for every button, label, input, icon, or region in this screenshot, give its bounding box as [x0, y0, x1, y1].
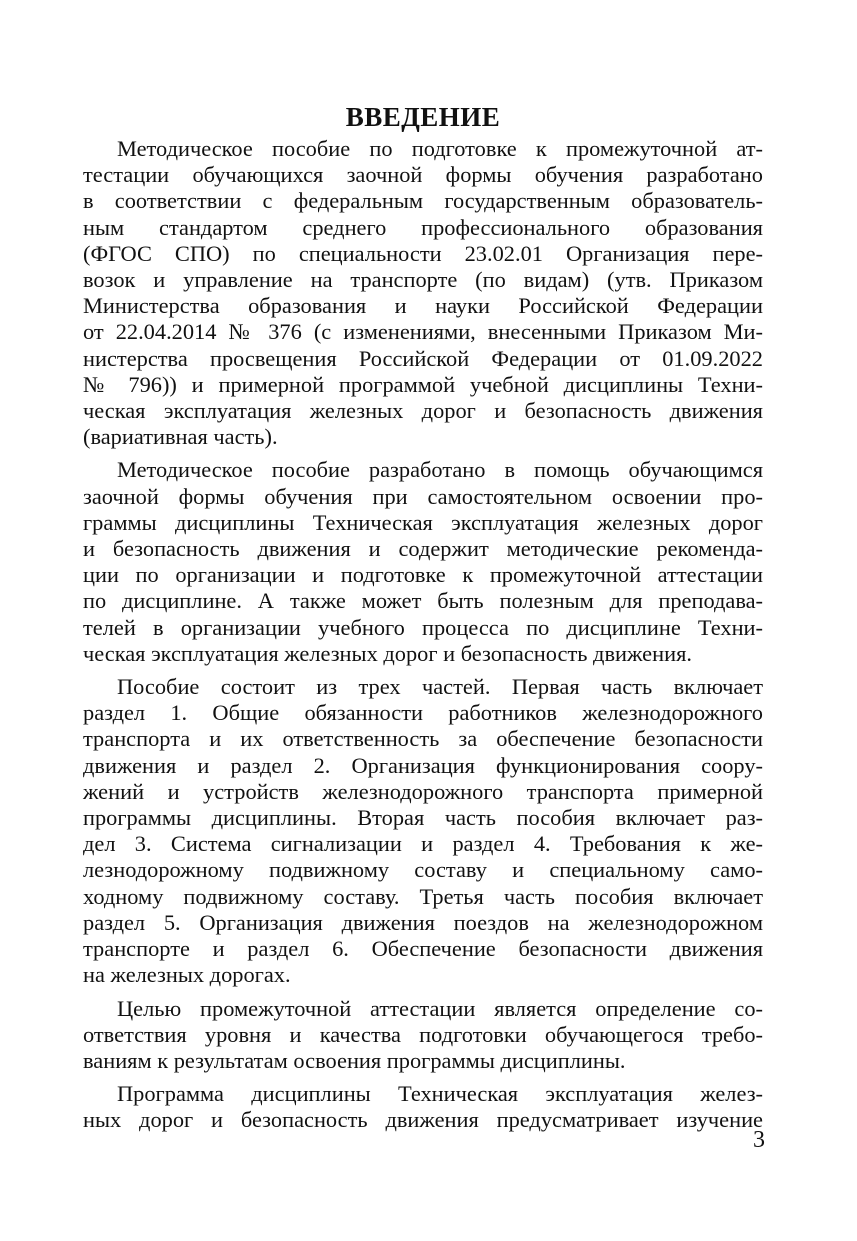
text-line: в соответствии с федеральным государственным образователь-	[83, 188, 763, 214]
text-line: граммы дисциплины Техническая эксплуатация железных дорог	[83, 509, 763, 535]
text-line: от 22.04.2014 № 376 (с изменениями, внесенными Приказом Ми-	[83, 319, 763, 345]
paragraph	[83, 136, 763, 450]
paragraph	[83, 674, 763, 988]
text-line: жений и устройств железнодорожного транспорта примерной	[83, 778, 763, 804]
section-title: ВВЕДЕНИЕ	[345, 102, 501, 132]
text-line: по дисциплине. А также может быть полезным для преподава-	[83, 588, 763, 614]
text-line: транспорте и раздел 6. Обеспечение безопасности движения	[83, 936, 763, 962]
text-line: Методическое пособие разработано в помощь обучающимся	[117, 457, 763, 483]
text-line: на железных дорогах.	[83, 962, 291, 988]
text-line: ческая эксплуатация железных дорог и безопасность движения.	[83, 640, 692, 666]
text-line: ным стандартом среднего профессионального образования	[83, 214, 763, 240]
text-line: ческая эксплуатация железных дорог и безопасность движения	[83, 398, 763, 424]
text-line: ответствия уровня и качества подготовки обучающегося требо-	[83, 1021, 763, 1047]
text-line: заочной формы обучения при самостоятельном освоении про-	[83, 483, 763, 509]
text-line: ции по организации и подготовке к промежуточной аттестации	[83, 562, 763, 588]
text-line: движения и раздел 2. Организация функционирования соору-	[83, 752, 763, 778]
text-line: возок и управление на транспорте (по видам) (утв. Приказом	[83, 267, 763, 293]
text-line: тестации обучающихся заочной формы обучения разработано	[83, 162, 763, 188]
text-line: (ФГОС СПО) по специальности 23.02.01 Организация пере-	[83, 240, 763, 266]
text-line: Целью промежуточной аттестации является определение со-	[117, 995, 763, 1021]
text-line: Методическое пособие по подготовке к промежуточной ат-	[117, 136, 763, 161]
text-line: Пособие состоит из трех частей. Первая часть включает	[117, 674, 763, 700]
page-body	[83, 100, 763, 1141]
text-line: Программа дисциплины Техническая эксплуатация желез-	[117, 1081, 763, 1107]
text-line: ных дорог и безопасность движения предусматривает изучение	[83, 1107, 763, 1133]
text-line: раздел 1. Общие обязанности работников железнодорожного	[83, 700, 763, 726]
text-line: Министерства образования и науки Российской Федерации	[83, 293, 763, 319]
text-line: ваниям к результатам освоения программы дисциплины.	[83, 1047, 626, 1073]
text-line: ходному подвижному составу. Третья часть пособия включает	[83, 883, 763, 909]
text-line: нистерства просвещения Российской Федерации от 01.09.2022	[83, 345, 763, 371]
text-line: и безопасность движения и содержит методические рекоменда-	[83, 536, 763, 562]
text-line: программы дисциплины. Вторая часть пособия включает раз-	[83, 805, 763, 831]
text-line: дел 3. Система сигнализации и раздел 4. Требования к же-	[83, 831, 763, 857]
text-body	[83, 136, 763, 1134]
text-line: транспорта и их ответственность за обеспечение безопасности	[83, 726, 763, 752]
paragraph	[83, 1081, 763, 1133]
text-line: № 796)) и примерной программой учебной дисциплины Техни-	[83, 371, 763, 397]
text-line: лезнодорожному подвижному составу и специальному само-	[83, 857, 763, 883]
text-line: (вариативная часть).	[83, 424, 278, 450]
text-line: телей в организации учебного процесса по дисциплине Техни-	[83, 614, 763, 640]
paragraph	[83, 996, 763, 1075]
page-number: 3	[753, 1127, 765, 1153]
paragraph	[83, 457, 763, 667]
text-line: раздел 5. Организация движения поездов на железнодорожном	[83, 909, 763, 935]
